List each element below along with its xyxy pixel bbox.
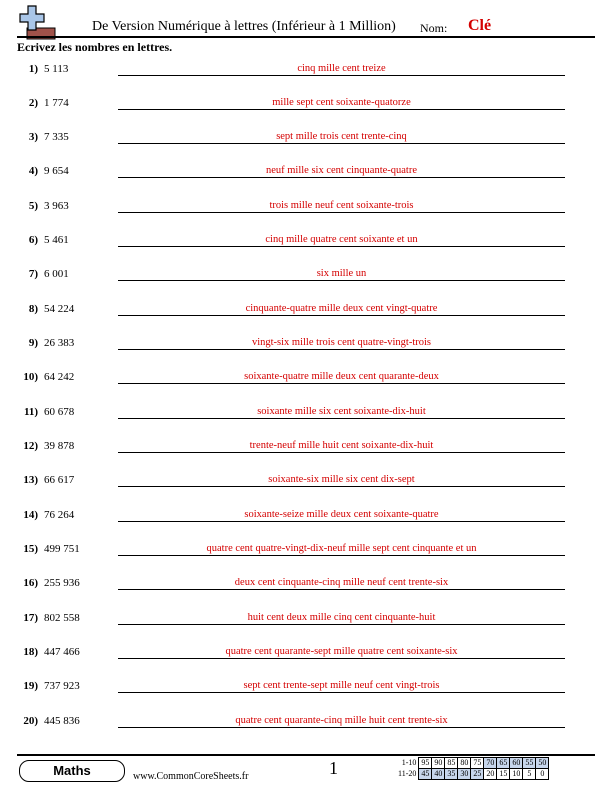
score-range-label: 11-20	[398, 769, 417, 778]
problem-number: 18)	[23, 646, 38, 658]
problem-value: 66 617	[44, 474, 75, 486]
score-cell: 80	[458, 758, 471, 769]
problem-number: 11)	[23, 406, 38, 418]
problem-number: 6)	[28, 234, 38, 246]
answer-line	[118, 177, 565, 178]
problem-number: 1)	[28, 63, 38, 75]
problem-number: 19)	[23, 680, 38, 692]
problem-row	[0, 474, 612, 494]
problem-row	[0, 131, 612, 151]
problem-row	[0, 543, 612, 563]
score-row	[396, 758, 549, 769]
score-cell: 55	[523, 758, 536, 769]
answer-text: trois mille neuf cent soixante-trois	[269, 200, 414, 211]
problem-row	[0, 371, 612, 391]
answer-text: sept cent trente-sept mille neuf cent vingt-trois	[243, 680, 440, 691]
answer-text: quatre cent quatre-vingt-dix-neuf mille sept cent cinquante et un	[206, 543, 477, 554]
answer-text: soixante-seize mille deux cent soixante-quatre	[244, 509, 439, 520]
footer-divider	[17, 754, 595, 756]
page-number: 1	[329, 758, 338, 778]
problem-value: 5 461	[44, 234, 69, 246]
answer-line	[118, 280, 565, 281]
problem-number: 15)	[23, 543, 38, 555]
problem-value: 447 466	[44, 646, 80, 658]
problem-number: 8)	[28, 303, 38, 315]
problem-row	[0, 97, 612, 117]
answer-line	[118, 486, 565, 487]
answer-text: soixante mille six cent soixante-dix-huit	[257, 406, 426, 417]
problem-row	[0, 509, 612, 529]
problem-number: 5)	[28, 200, 38, 212]
problem-value: 737 923	[44, 680, 80, 692]
score-cell: 70	[484, 758, 497, 769]
answer-line	[118, 452, 565, 453]
answer-line	[118, 246, 565, 247]
problem-value: 5 113	[44, 63, 69, 75]
score-cell: 65	[497, 758, 510, 769]
score-range-label: 1-10	[401, 758, 417, 767]
answer-key-label: Clé	[468, 17, 492, 34]
problem-row	[0, 612, 612, 632]
problem-value: 255 936	[44, 577, 80, 589]
answer-line	[118, 658, 565, 659]
answer-line	[118, 143, 565, 144]
score-cell: 90	[432, 758, 445, 769]
problem-value: 60 678	[44, 406, 75, 418]
problem-value: 802 558	[44, 612, 80, 624]
problem-number: 3)	[28, 131, 38, 143]
problem-number: 17)	[23, 612, 38, 624]
score-cell: 0	[536, 769, 549, 780]
problem-number: 9)	[28, 337, 38, 349]
problem-row	[0, 303, 612, 323]
answer-text: trente-neuf mille huit cent soixante-dix-huit	[249, 440, 434, 451]
website-link[interactable]: www.CommonCoreSheets.fr	[133, 771, 249, 782]
answer-line	[118, 75, 565, 76]
score-cell: 60	[510, 758, 523, 769]
answer-text: quatre cent quarante-cinq mille huit cent trente-six	[235, 715, 448, 726]
score-cell: 5	[523, 769, 536, 780]
problem-number: 2)	[28, 97, 38, 109]
answer-line	[118, 727, 565, 728]
problem-row	[0, 165, 612, 185]
answer-line	[118, 692, 565, 693]
answer-line	[118, 349, 565, 350]
score-table	[396, 757, 549, 780]
answer-text: quatre cent quarante-sept mille quatre cent soixante-six	[225, 646, 458, 657]
problem-value: 76 264	[44, 509, 75, 521]
answer-line	[118, 521, 565, 522]
maths-badge: Maths	[19, 760, 125, 782]
score-cell: 75	[471, 758, 484, 769]
answer-text: cinq mille cent treize	[297, 63, 386, 74]
problem-value: 64 242	[44, 371, 75, 383]
answer-text: cinq mille quatre cent soixante et un	[265, 234, 418, 245]
problem-number: 12)	[23, 440, 38, 452]
score-cell: 35	[445, 769, 458, 780]
header-divider	[17, 36, 595, 38]
answer-text: six mille un	[316, 268, 367, 279]
score-cell: 85	[445, 758, 458, 769]
score-cell: 20	[484, 769, 497, 780]
problem-value: 3 963	[44, 200, 69, 212]
answer-text: vingt-six mille trois cent quatre-vingt-trois	[251, 337, 432, 348]
instructions: Ecrivez les nombres en lettres.	[17, 40, 173, 54]
problem-value: 54 224	[44, 303, 75, 315]
problem-row	[0, 63, 612, 83]
problem-value: 1 774	[44, 97, 69, 109]
answer-text: soixante-six mille six cent dix-sept	[268, 474, 415, 485]
score-cell: 15	[497, 769, 510, 780]
problem-value: 445 836	[44, 715, 80, 727]
answer-line	[118, 418, 565, 419]
problem-row	[0, 268, 612, 288]
problem-row	[0, 646, 612, 666]
score-row	[396, 769, 549, 780]
answer-text: mille sept cent soixante-quatorze	[272, 97, 411, 108]
problem-row	[0, 200, 612, 220]
answer-line	[118, 555, 565, 556]
problem-row	[0, 715, 612, 735]
answer-text: neuf mille six cent cinquante-quatre	[265, 165, 418, 176]
answer-text: deux cent cinquante-cinq mille neuf cent trente-six	[234, 577, 449, 588]
score-cell: 10	[510, 769, 523, 780]
answer-line	[118, 212, 565, 213]
problem-value: 26 383	[44, 337, 75, 349]
answer-line	[118, 109, 565, 110]
problem-value: 9 654	[44, 165, 69, 177]
name-label: Nom:	[420, 21, 448, 35]
score-cell: 30	[458, 769, 471, 780]
plus-logo-icon	[17, 4, 57, 40]
problem-number: 4)	[28, 165, 38, 177]
problem-number: 20)	[23, 715, 38, 727]
answer-line	[118, 315, 565, 316]
problem-row	[0, 577, 612, 597]
problem-value: 499 751	[44, 543, 80, 555]
answer-text: sept mille trois cent trente-cinq	[276, 131, 407, 142]
problem-row	[0, 234, 612, 254]
problem-number: 13)	[23, 474, 38, 486]
answer-line	[118, 383, 565, 384]
score-cell: 25	[471, 769, 484, 780]
problem-row	[0, 680, 612, 700]
problem-value: 6 001	[44, 268, 69, 280]
answer-text: cinquante-quatre mille deux cent vingt-quatre	[245, 303, 438, 314]
answer-text: soixante-quatre mille deux cent quarante-deux	[244, 371, 439, 382]
problem-row	[0, 440, 612, 460]
score-cell: 45	[419, 769, 432, 780]
problem-number: 10)	[23, 371, 38, 383]
answer-text: huit cent deux mille cinq cent cinquante-huit	[247, 612, 436, 623]
problem-row	[0, 337, 612, 357]
problem-number: 7)	[28, 268, 38, 280]
answer-line	[118, 589, 565, 590]
problem-value: 7 335	[44, 131, 69, 143]
score-cell: 50	[536, 758, 549, 769]
answer-line	[118, 624, 565, 625]
score-cell: 40	[432, 769, 445, 780]
problem-number: 16)	[23, 577, 38, 589]
problem-number: 14)	[23, 509, 38, 521]
problem-value: 39 878	[44, 440, 75, 452]
score-cell: 95	[419, 758, 432, 769]
page-title: De Version Numérique à lettres (Inférieur à 1 Million)	[92, 19, 396, 34]
problem-row	[0, 406, 612, 426]
